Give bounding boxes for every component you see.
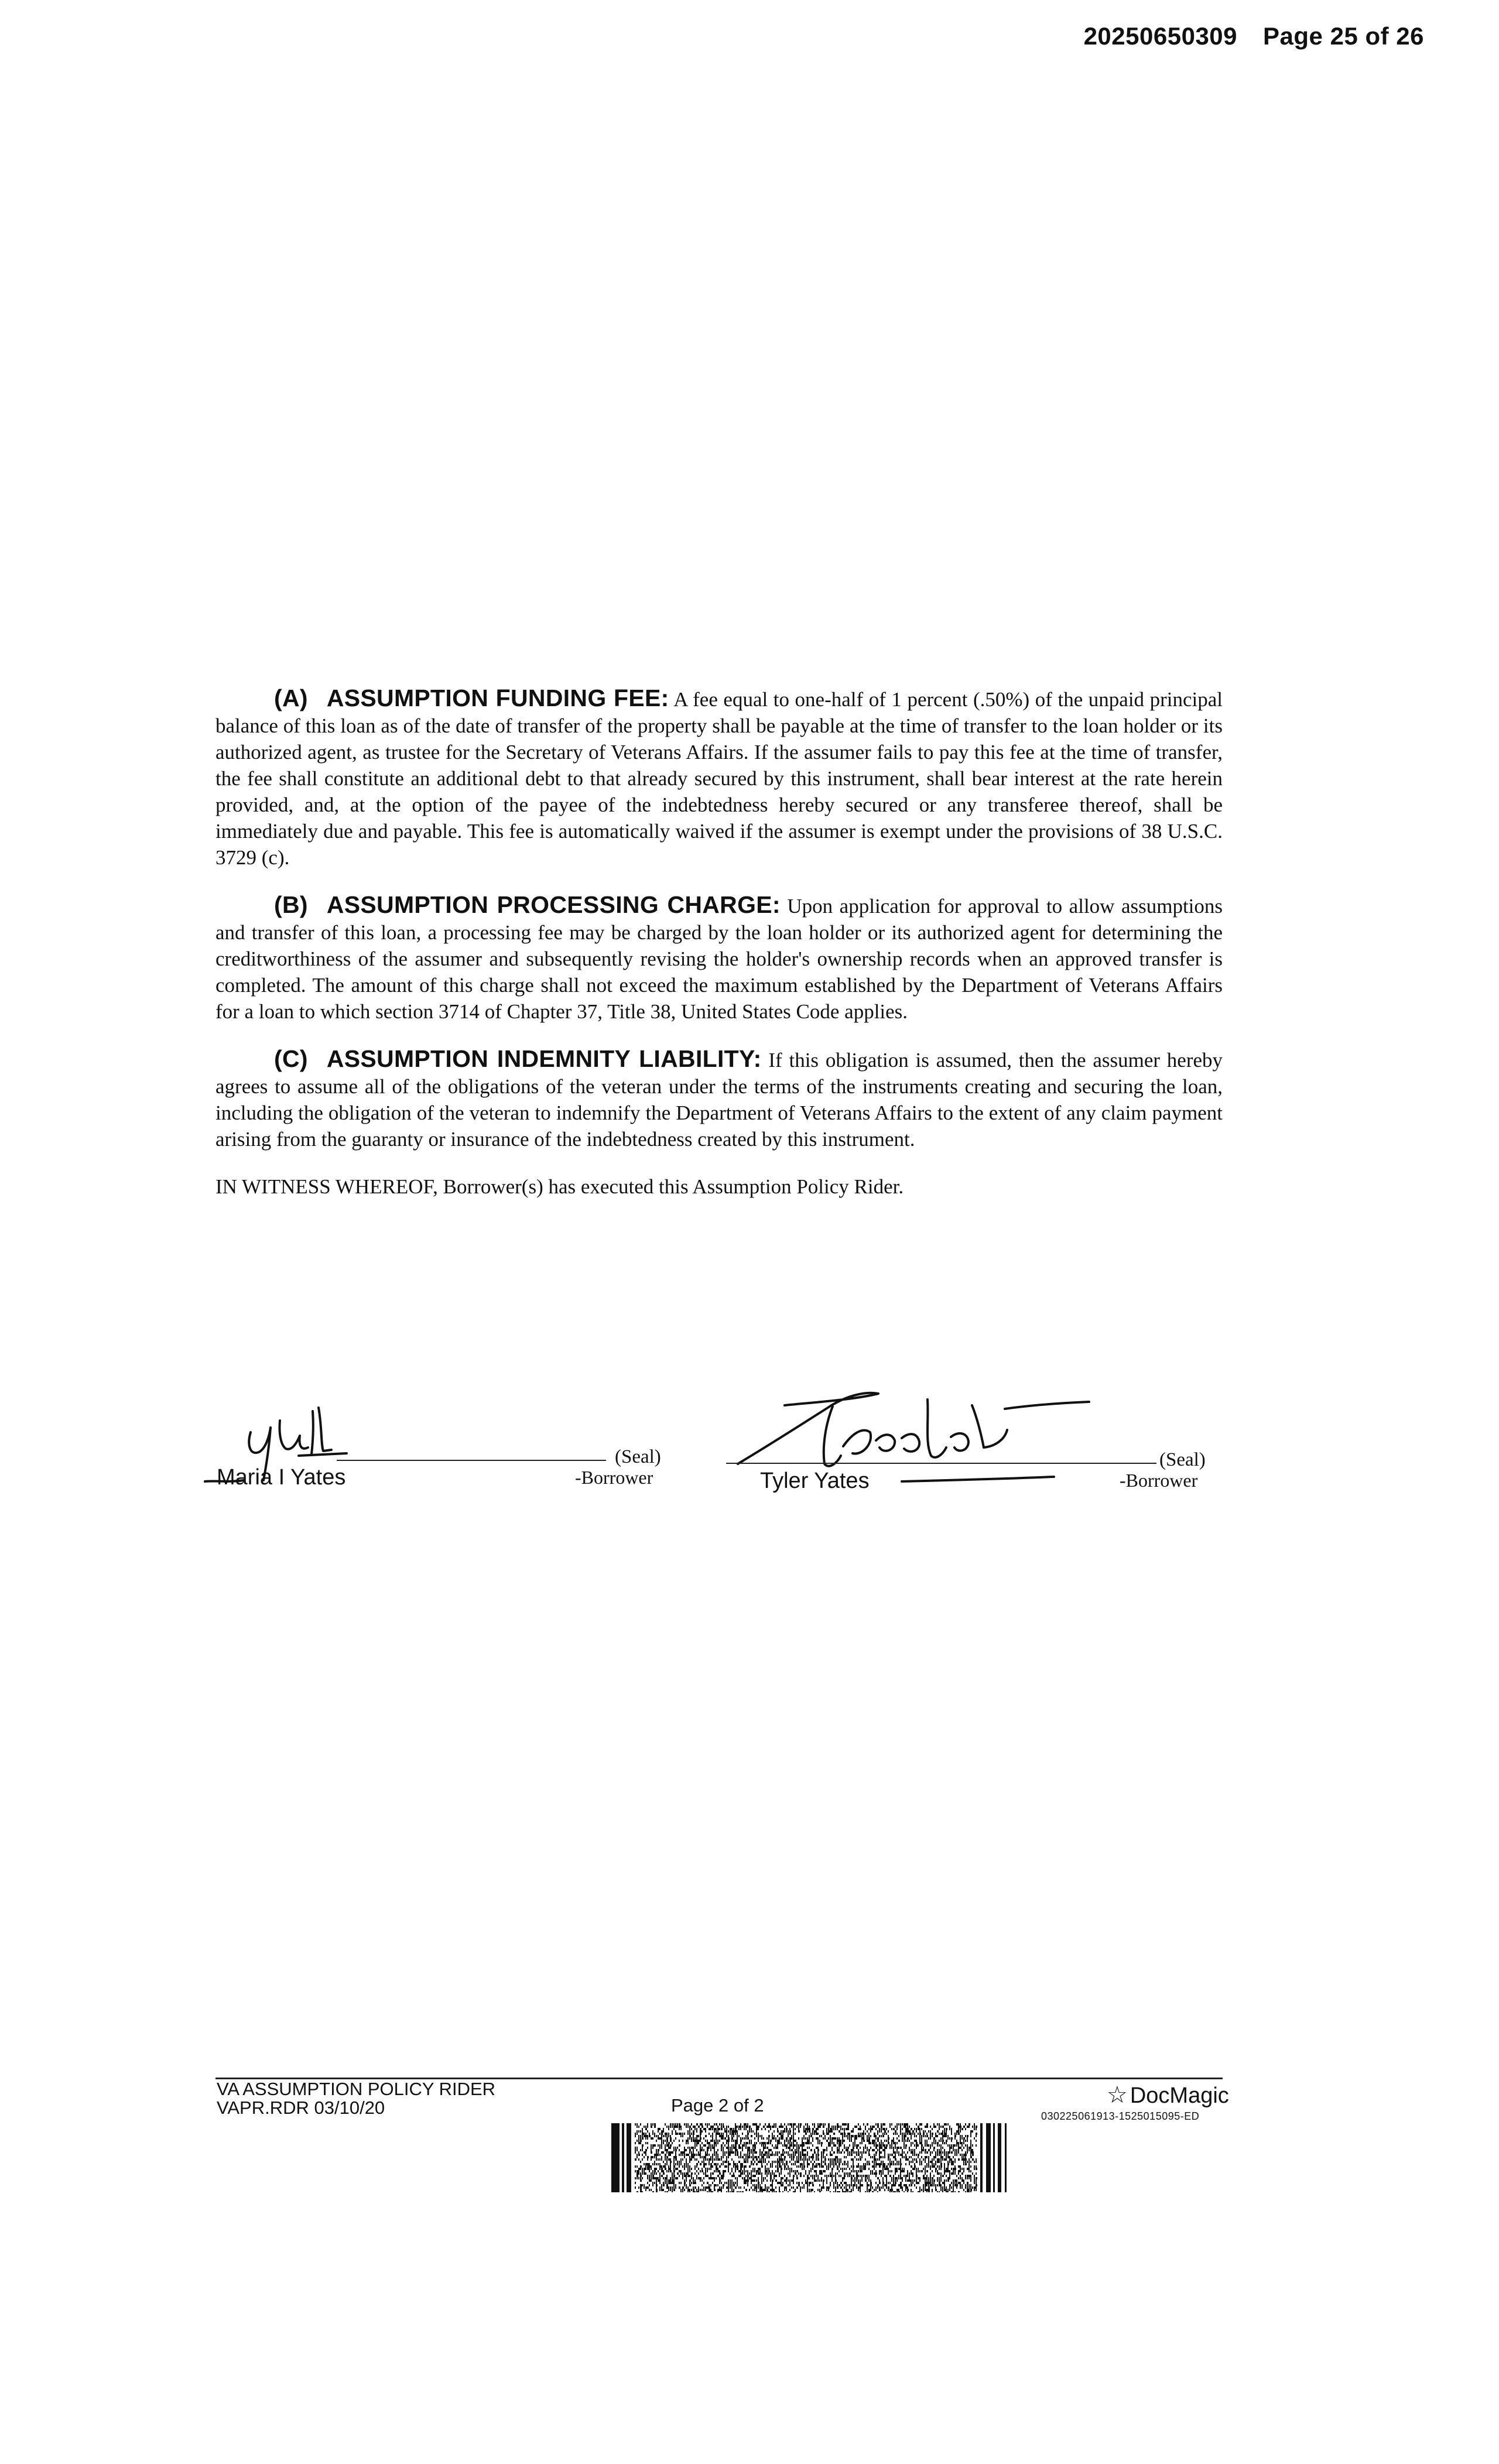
star-icon: ☆: [1107, 2082, 1128, 2108]
document-id: 030225061913-1525015095-ED: [1041, 2110, 1200, 2122]
form-identifier: [217, 2080, 495, 2117]
section-b-text: Upon application for approval to allow assumptions and transfer of this loan, a processing fee may be charged by the loan holder or its authorized agent for determining the creditworthiness of the assumer and subsequently revising the holder's ownership records when an approved transfer is completed. The amount of this charge shall not exceed the maximum established by the Department of Veterans Affairs for a loan to which section 3714 of Chapter 37, Title 38, United States Code applies.: [215, 895, 1223, 1023]
docmagic-logo: [1107, 2082, 1229, 2109]
borrower-role-1: -Borrower: [575, 1467, 653, 1488]
section-a-text: A fee equal to one-half of 1 percent (.50%) of the unpaid principal balance of this loan as of the date of transfer of the property shall be payable at the time of transfer to the loan holder or its authorized agent, as trustee for the Secretary of Veterans Affairs. If the assumer fails to pay this fee at the time of transfer, the fee shall constitute an additional debt to that already secured by this instrument, shall bear interest at the rate herein provided, and, at the option of the payee of the indebtedness hereby secured or any transferee thereof, shall be immediately due and payable. This fee is automatically waived if the assumer is exempt under the provisions of 38 U.S.C. 3729 (c).: [215, 688, 1223, 869]
page-indicator: Page 25 of 26: [1263, 22, 1424, 50]
form-code: VAPR.RDR 03/10/20: [217, 2097, 385, 2118]
borrower-role-2: -Borrower: [1120, 1470, 1198, 1491]
section-a: [215, 685, 1223, 871]
form-title: VA ASSUMPTION POLICY RIDER: [217, 2079, 496, 2099]
section-c-text: If this obligation is assumed, then the assumer hereby agrees to assume all of the obligations of the veteran under the terms of the instruments creating and securing the loan, including the obligation of the veteran to indemnify the Department of Veterans Affairs to the extent of any claim payment arising from the guaranty or insurance of the indebtedness created by this instrument.: [215, 1049, 1223, 1151]
barcode-graphic: [611, 2123, 1013, 2192]
section-b: [215, 892, 1223, 1025]
signature-line-1: [337, 1460, 606, 1461]
borrower-name-1: Maria I Yates: [217, 1465, 346, 1490]
witness-clause: IN WITNESS WHEREOF, Borrower(s) has executed this Assumption Policy Rider.: [215, 1175, 904, 1198]
borrower-name-2: Tyler Yates: [760, 1469, 870, 1493]
section-c-heading: (C) ASSUMPTION INDEMNITY LIABILITY:: [274, 1045, 762, 1072]
footer-page-number: Page 2 of 2: [671, 2095, 764, 2116]
page-header: [1084, 22, 1424, 50]
recording-number: 20250650309: [1083, 22, 1238, 50]
handwritten-signature-1: [193, 1387, 375, 1510]
brand-name: DocMagic: [1130, 2083, 1229, 2108]
seal-label-2: (Seal): [1159, 1449, 1206, 1470]
section-b-heading: (B) ASSUMPTION PROCESSING CHARGE:: [274, 891, 781, 918]
seal-label-1: (Seal): [615, 1446, 661, 1467]
signature-line-2: [726, 1463, 1156, 1464]
rider-body: [215, 685, 1223, 1200]
section-a-heading: (A) ASSUMPTION FUNDING FEE:: [274, 685, 669, 711]
section-c: [215, 1046, 1223, 1152]
